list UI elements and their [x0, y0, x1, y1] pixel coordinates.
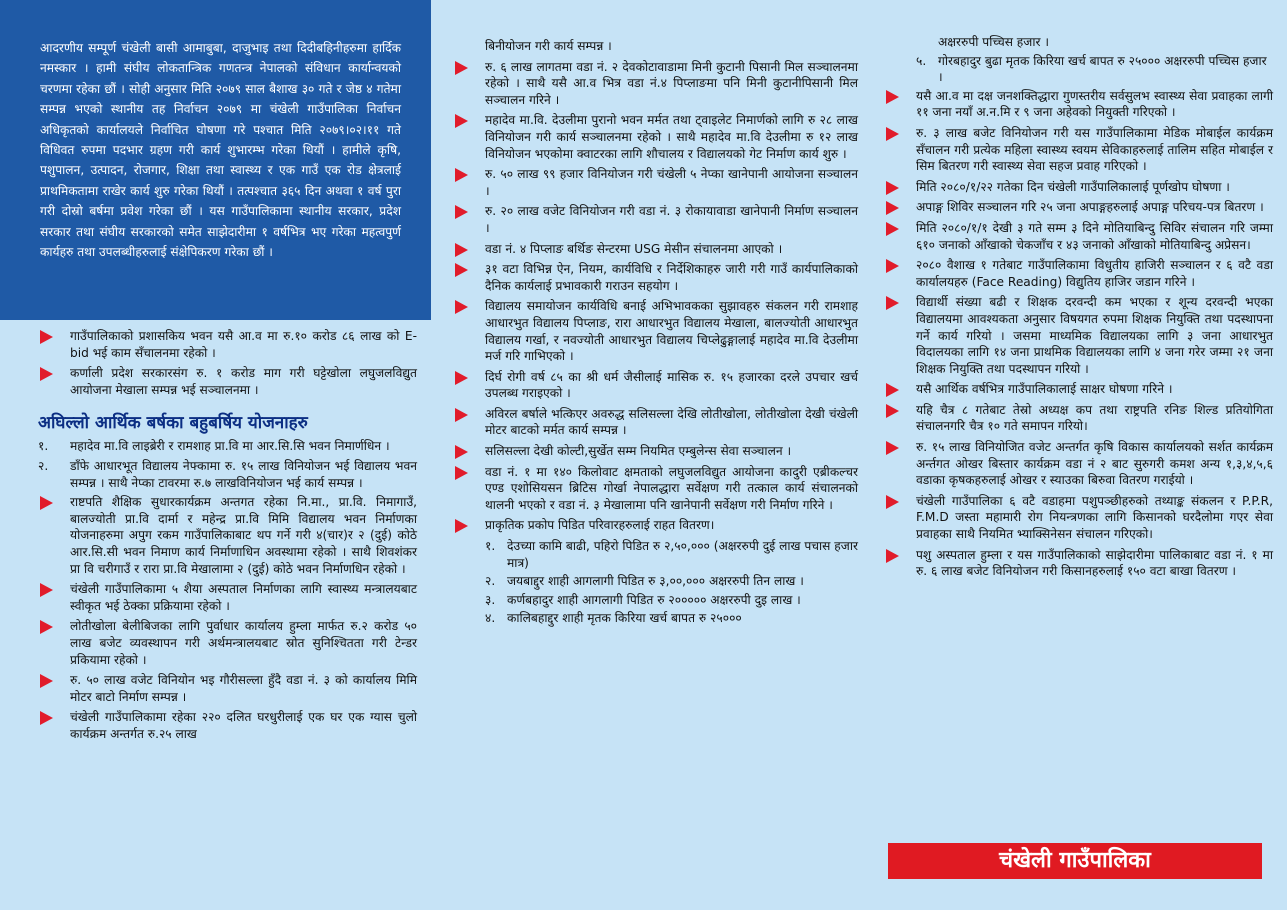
arrow-bullet-icon [886, 222, 899, 236]
list-item: अक्षररुपी पच्चिस हजार । [938, 35, 1049, 49]
list-item: यहि चैत्र ८ गतेबाट तेस्रो अध्यक्ष कप तथा राष्ट्रपति रनिङ शिल्ड प्रतियोगिता संचालनगरि चैत्र १० गते समापन गरियो। [884, 402, 1273, 435]
list-item: मिति २०८०/१/२२ गतेका दिन चंखेली गाउँपालिकालाई पूर्णखोप घोषणा । [884, 179, 1273, 196]
list-item: रु. ६ लाख लागतमा वडा नं. २ देवकोटावाडामा मिनी कुटानी पिसानी मिल सञ्चालनमा रहेको । साथै यसै आ.व भित्र वडा नं.४ पिप्लाङमा पनि मिनी कुटानीपिसानी मिल सञ्चालन गरिने । [453, 59, 858, 109]
arrow-bullet-icon [455, 263, 468, 277]
list-item: चंखेली गाउँपालिका ६ वटै वडाहमा पशुपञ्छीहरुको तथ्याङ्क संकलन र P.P.R, F.M.D जस्ता महामारी रोग नियन्त्रणका लागि किसानको घरदैलोमा गएर सेवा प्रवाहका साथै नियमित भ्याक्सिनेसन संचालन गरिएको। [884, 493, 1273, 543]
list-item: गाउँपालिकाको प्रशासकिय भवन यसै आ.व मा रु.१० करोड ८६ लाख को E-bid भई काम सँचालनमा रहेको । [38, 328, 417, 361]
list-item: चंखेली गाउँपालिकामा रहेका २२० दलित घरधुरीलाई एक घर एक ग्यास चुलो कार्यक्रम अन्तर्गत रु.२५ लाख [38, 709, 417, 742]
list-item: वडा नं. १ मा १४० किलोवाट क्षमताको लघुजलविद्युत आयोजना कादुरी एब्रीकल्चर एण्ड एशोसियसन ब्रिटिस गोर्खा नेपालद्धारा सर्वेक्षण गरी तत्काल कार्य संचालनको थालनी भएको र वडा नं. ३ मेखालामा पनि खानेपानी सर्वेक्षण गरी निर्माण गरिने । [453, 464, 858, 514]
arrow-bullet-icon [455, 466, 468, 480]
list-item: यसै आर्थिक वर्षभित्र गाउँपालिकालाई साक्षर घोषणा गरिने । [884, 381, 1273, 398]
list-item: ५. गोरबहादुर बुढा मृतक किरिया खर्च बापत रु २५००० अक्षररुपी पच्चिस हजार । [916, 53, 1267, 85]
arrow-bullet-icon [455, 408, 468, 422]
list-item: २. जयबाद्दुर शाही आगलागी पिडित रु ३,००,००० अक्षररुपी तिन लाख । [485, 574, 804, 589]
arrow-bullet-icon [455, 445, 468, 459]
arrow-bullet-icon [40, 496, 53, 510]
list-item: राष्टपति शैक्षिक सुधारकार्यक्रम अन्तगत रहेका नि.मा., प्रा.वि. निमागाउँ, बालज्योती प्रा.वि दार्मा र महेन्द्र प्रा.वि मिमि विद्यालय भवन निर्माणका योजनाहरुमा अपुग रकम गाउँपालिकाबाट थप गर्ने गरी ४(चार)र २ (दुई) कोठे आर.सि.सी भवन निमाण कार्य निर्माणाधिन अवस्थामा रहेको । साथै शिवशंकर प्रा वि चरीगाउँ र रारा प्रा.वि मेखालामा २ (दुई) कोठे भवन निर्माणधिन रहेको । [38, 494, 417, 577]
arrow-bullet-icon [40, 620, 53, 634]
list-item: अपाङ्ग शिविर सञ्चालन गरि २५ जना अपाङ्गहरुलाई अपाङ्ग परिचय-पत्र बितरण । [884, 199, 1273, 216]
arrow-bullet-icon [886, 495, 899, 509]
arrow-bullet-icon [886, 181, 899, 195]
list-item: रु. ३ लाख बजेट विनियोजन गरी यस गाउँपालिकामा मेडिक मोबाईल कार्यक्रम सँचालन गरी प्रत्येक महिला स्वास्थ्य स्वयम सेविकाहरुलाई तालिम सहित मोबाईल र सिम बितरण गरी स्वास्थ्य सेवा सहज प्रवाह गरिएको । [884, 125, 1273, 175]
arrow-bullet-icon [455, 300, 468, 314]
arrow-bullet-icon [886, 201, 899, 215]
list-item: विद्यार्थी संख्या बढी र शिक्षक दरवन्दी कम भएका र शून्य दरवन्दी भएका विद्यालयमा आवश्यकता अनुसार विषयगत रुपमा शिक्षक नियुक्ति तथा पदस्थापना गर्ने कार्य गरियो । जसमा माध्यमिक विद्यालयका लागि ३ जना आधारभुत विदालयका लागि १४ जना प्राथमिक विद्यालयका लागि ४ जना गरेर जम्मा २१ जना शिक्षक नियुक्ति तथा पदस्थापन गरियो । [884, 294, 1273, 377]
arrow-bullet-icon [886, 127, 899, 141]
list-item: यसै आ.व मा दक्ष जनशक्तिद्धारा गुणस्तरीय सर्वसुलभ स्वास्थ्य सेवा प्रवाहका लागी ११ जना नयाँ अ.न.मि र ९ जना अहेवको नियुक्ती गरिएको । [884, 88, 1273, 121]
list-item: वडा नं. ४ पिप्लाङ बर्थिङ सेन्टरमा USG मेसीन संचालनमा आएको । [453, 241, 858, 258]
arrow-bullet-icon [40, 330, 53, 344]
arrow-bullet-icon [886, 259, 899, 273]
arrow-bullet-icon [886, 404, 899, 418]
list-item: ३. कर्णबहादुर शाही आगलागी पिडित रु २००००० अक्षररुपी दुइ लाख । [485, 592, 801, 607]
list-item: पशु अस्पताल हुम्ला र यस गाउँपालिकाको साझेदारीमा पालिकाबाट वडा नं. १ मा रु. ६ लाख बजेट विनियोजन गरी किसानहरुलाई १५० वटा बाखा वितरण । [884, 547, 1273, 580]
arrow-bullet-icon [886, 549, 899, 563]
arrow-bullet-icon [455, 519, 468, 533]
list-item: कर्णाली प्रदेश सरकारसंग रु. १ करोड माग गरी घट्टेखोला लघुजलविद्युत आयोजना मेखाला सम्पन्न भई सञ्चालनमा । [38, 365, 417, 398]
list-item: लोतीखोला बेलीबिजका लागि पुर्वाधार कार्यालय हुम्ला मार्फत रु.२ करोड ५० लाख बजेट व्यवस्थापन गरी अर्थमन्त्रालयबाट स्रोत सुनिश्चितता गरी टेन्डर प्रकियामा रहेको । [38, 618, 417, 668]
arrow-bullet-icon [455, 371, 468, 385]
arrow-bullet-icon [40, 367, 53, 381]
list-item: रु. ५० लाख ९९ हजार विनियोजन गरी चंखेली ५ नेप्का खानेपानी आयोजना सञ्चालन । [453, 166, 858, 199]
arrow-bullet-icon [886, 296, 899, 310]
arrow-bullet-icon [455, 205, 468, 219]
arrow-bullet-icon [455, 114, 468, 128]
list-item: ४. कालिबहाद्दुर शाही मृतक किरिया खर्च बापत रु २५००० [485, 611, 742, 626]
arrow-bullet-icon [455, 168, 468, 182]
arrow-bullet-icon [886, 441, 899, 455]
municipality-banner: चंखेली गाउँपालिका [888, 843, 1262, 879]
list-item: रु. २० लाख वजेट विनियोजन गरी वडा नं. ३ रोकायावाडा खानेपानी निर्माण सञ्चालन । [453, 203, 858, 236]
arrow-bullet-icon [40, 674, 53, 688]
left-body [0, 320, 431, 742]
arrow-bullet-icon [455, 61, 468, 75]
arrow-bullet-icon [40, 711, 53, 725]
list-item: चंखेली गाउँपालिकामा ५ शैया अस्पताल निर्माणका लागि स्वास्थ्य मन्त्रालयबाट स्वीकृत भई ठेक्का प्रक्रियामा रहेको । [38, 581, 417, 614]
list-item: सलिसल्ला देखी कोल्टी,सुर्खेत सम्म नियमित एम्बुलेन्स सेवा सञ्चालन । [453, 443, 858, 460]
list-item: २. डाँफे आधारभूत विद्यालय नेफ्कामा रु. १५ लाख विनियोजन भई विद्यालय भवन सम्पन्न । साथै नेप्का टावरमा रु.७ लाखविनियोजन भई कार्य सम्पन्न । [38, 458, 417, 490]
arrow-bullet-icon [886, 383, 899, 397]
arrow-bullet-icon [40, 583, 53, 597]
intro-box [0, 0, 431, 320]
list-item: रु. ५० लाख वजेट विनियोन भइ गौरीसल्ला हुँदै वडा नं. ३ को कार्यालय मिमि मोटर बाटो निर्माण सम्पन्न । [38, 672, 417, 705]
list-item: अविरल बर्षाले भत्किएर अवरुद्ध सलिसल्ला देखि लोतीखोला, लोतीखोला देखी चंखेली मोटर बाटको मर्मत कार्य सम्पन्न । [453, 406, 858, 439]
arrow-bullet-icon [455, 243, 468, 257]
list-item: महादेव मा.वि. देउलीमा पुरानो भवन मर्मत तथा ट्वाइलेट निमार्णको लागि रु २८ लाख विनियोजन गरी कार्य सञ्चालनमा रहेको । साथै महादेव मा.वि देउलीमा रु १२ लाख विनियोजन भएकोमा क्वाटरका लागि शौचालय र विद्यालयको गेट निर्माण कार्य शुरु । [453, 112, 858, 162]
arrow-bullet-icon [886, 90, 899, 104]
list-item: प्राकृतिक प्रकोप पिडित परिवारहरुलाई राहत वितरण। [453, 517, 858, 534]
intro-text: आदरणीय सम्पूर्ण चंखेली बासी आमाबुबा, दाजुभाइ तथा दिदीबहिनीहरुमा हार्दिक नमस्कार । हामी संघीय लोकतान्त्रिक गणतन्त्र नेपालको संविधान कार्यान्वयको चरणमा रहेका छौं । सोही अनुसार मिति २०७९ साल बैशाख ३० गते र जेष्ठ ४ गतेमा सम्पन्न भएको स्थानीय तह निर्वाचन २०७९ मा चंखेली गाउँपालिका निर्वाचन अधिकृतको कार्यालयले निर्वाचित घोषणा गरे पश्चात मिति २०७९।०२।११ गते विधिवत रुपमा पदभार ग्रहण गरी कार्य शुभारम्भ गरेका थियौं । हामीले कृषि, पशुपालन, उत्पादन, रोजगार, शिक्षा तथा स्वास्थ्य र एक गाउँ एक रोड क्षेत्रलाई प्राथमिकतामा राखेर कार्य शुरु गरेका थियौं । तत्पश्चात ३६५ दिन अथवा १ वर्ष पुरा गरी दोस्रो बर्षमा प्रवेश गरेका छौं । यस गाउँपालिकामा स्थानीय सरकार, प्रदेश सरकार तथा संघीय सरकारको समेत साझेदारीमा १ वर्षभित्र भए गरेका महत्वपुर्ण कार्यहरु तथा उपलब्धीहरुलाई संक्षेपिकरण गरेका छौं । [40, 41, 401, 260]
list-item: रु. १५ लाख विनियोजित वजेट अन्तर्गत कृषि विकास कार्यालयको सर्शत कार्यक्रम अर्न्तगत ओखर बिस्तार कार्यक्रम वडा नं २ बाट सुरुगरी कमश अन्य १,३,४,५,६ वडाका कृषकहरुलाई ओखर र स्याउका बिरुवा वितरण गराईयो । [884, 439, 1273, 489]
column-left [0, 0, 431, 910]
list-item: ३१ वटा विभिन्न ऐन, नियम, कार्यविधि र निर्देशिकाहरु जारी गरी गाउँ कार्यपालिकाको दैनिक कार्यलाई प्रभावकारी गराउन सहयोग । [453, 261, 858, 294]
list-item: २०८० वैशाख १ गतेबाट गाउँपालिकामा विधुतीय हाजिरी सञ्चालन र ६ वटै वडा कार्यालयहरु (Face Reading) विद्युतिय हाजिर जडान गरिने । [884, 257, 1273, 290]
list-item: १. देउच्या कामि बाढी, पहिरो पिडित रु २,५०,००० (अक्षररुपी दुई लाख पचास हजार मात्र) [485, 539, 858, 570]
list-item: १. महादेव मा.वि लाइब्रेरी र रामशाह प्रा.वि मा आर.सि.सि भवन निमार्णधिन । [38, 439, 390, 454]
column-middle [431, 0, 866, 910]
list-item: दिर्घ रोगी वर्ष ८५ का श्री धर्म जैसीलाई मासिक रु. १५ हजारका दरले उपचार खर्च उपलब्ध गराइएको । [453, 369, 858, 402]
section-heading: अघिल्लो आर्थिक बर्षका बहुबर्षिय योजनाहरु [38, 413, 308, 434]
list-item: मिति २०८०/१/१ देखी ३ गते सम्म ३ दिने मोतियाबिन्दु सिविर संचालन गरि जम्मा ६१० जनाको आँखाको चेकजाँच र ४३ जनाको आँखाको मोतियाबिन्दु अप्रेसन। [884, 220, 1273, 253]
list-item: बिनीयोजन गरी कार्य सम्पन्न । [485, 39, 612, 53]
list-item: विद्यालय समायोजन कार्यविधि बनाई अभिभावकका सुझावहरु संकलन गरी रामशाह आधारभुत विद्यालय पिप्लाङ, रारा आधारभुत विद्यालय मेखाला, बालज्योती आधारभुत विद्यालय गर्खा, र नवज्योती आधारभुत विद्यालय चिप्लेढुङ्गालाई महादेव मा.वि देउलीमा मर्ज गरि गाभिएको । [453, 298, 858, 364]
column-right [866, 0, 1287, 910]
